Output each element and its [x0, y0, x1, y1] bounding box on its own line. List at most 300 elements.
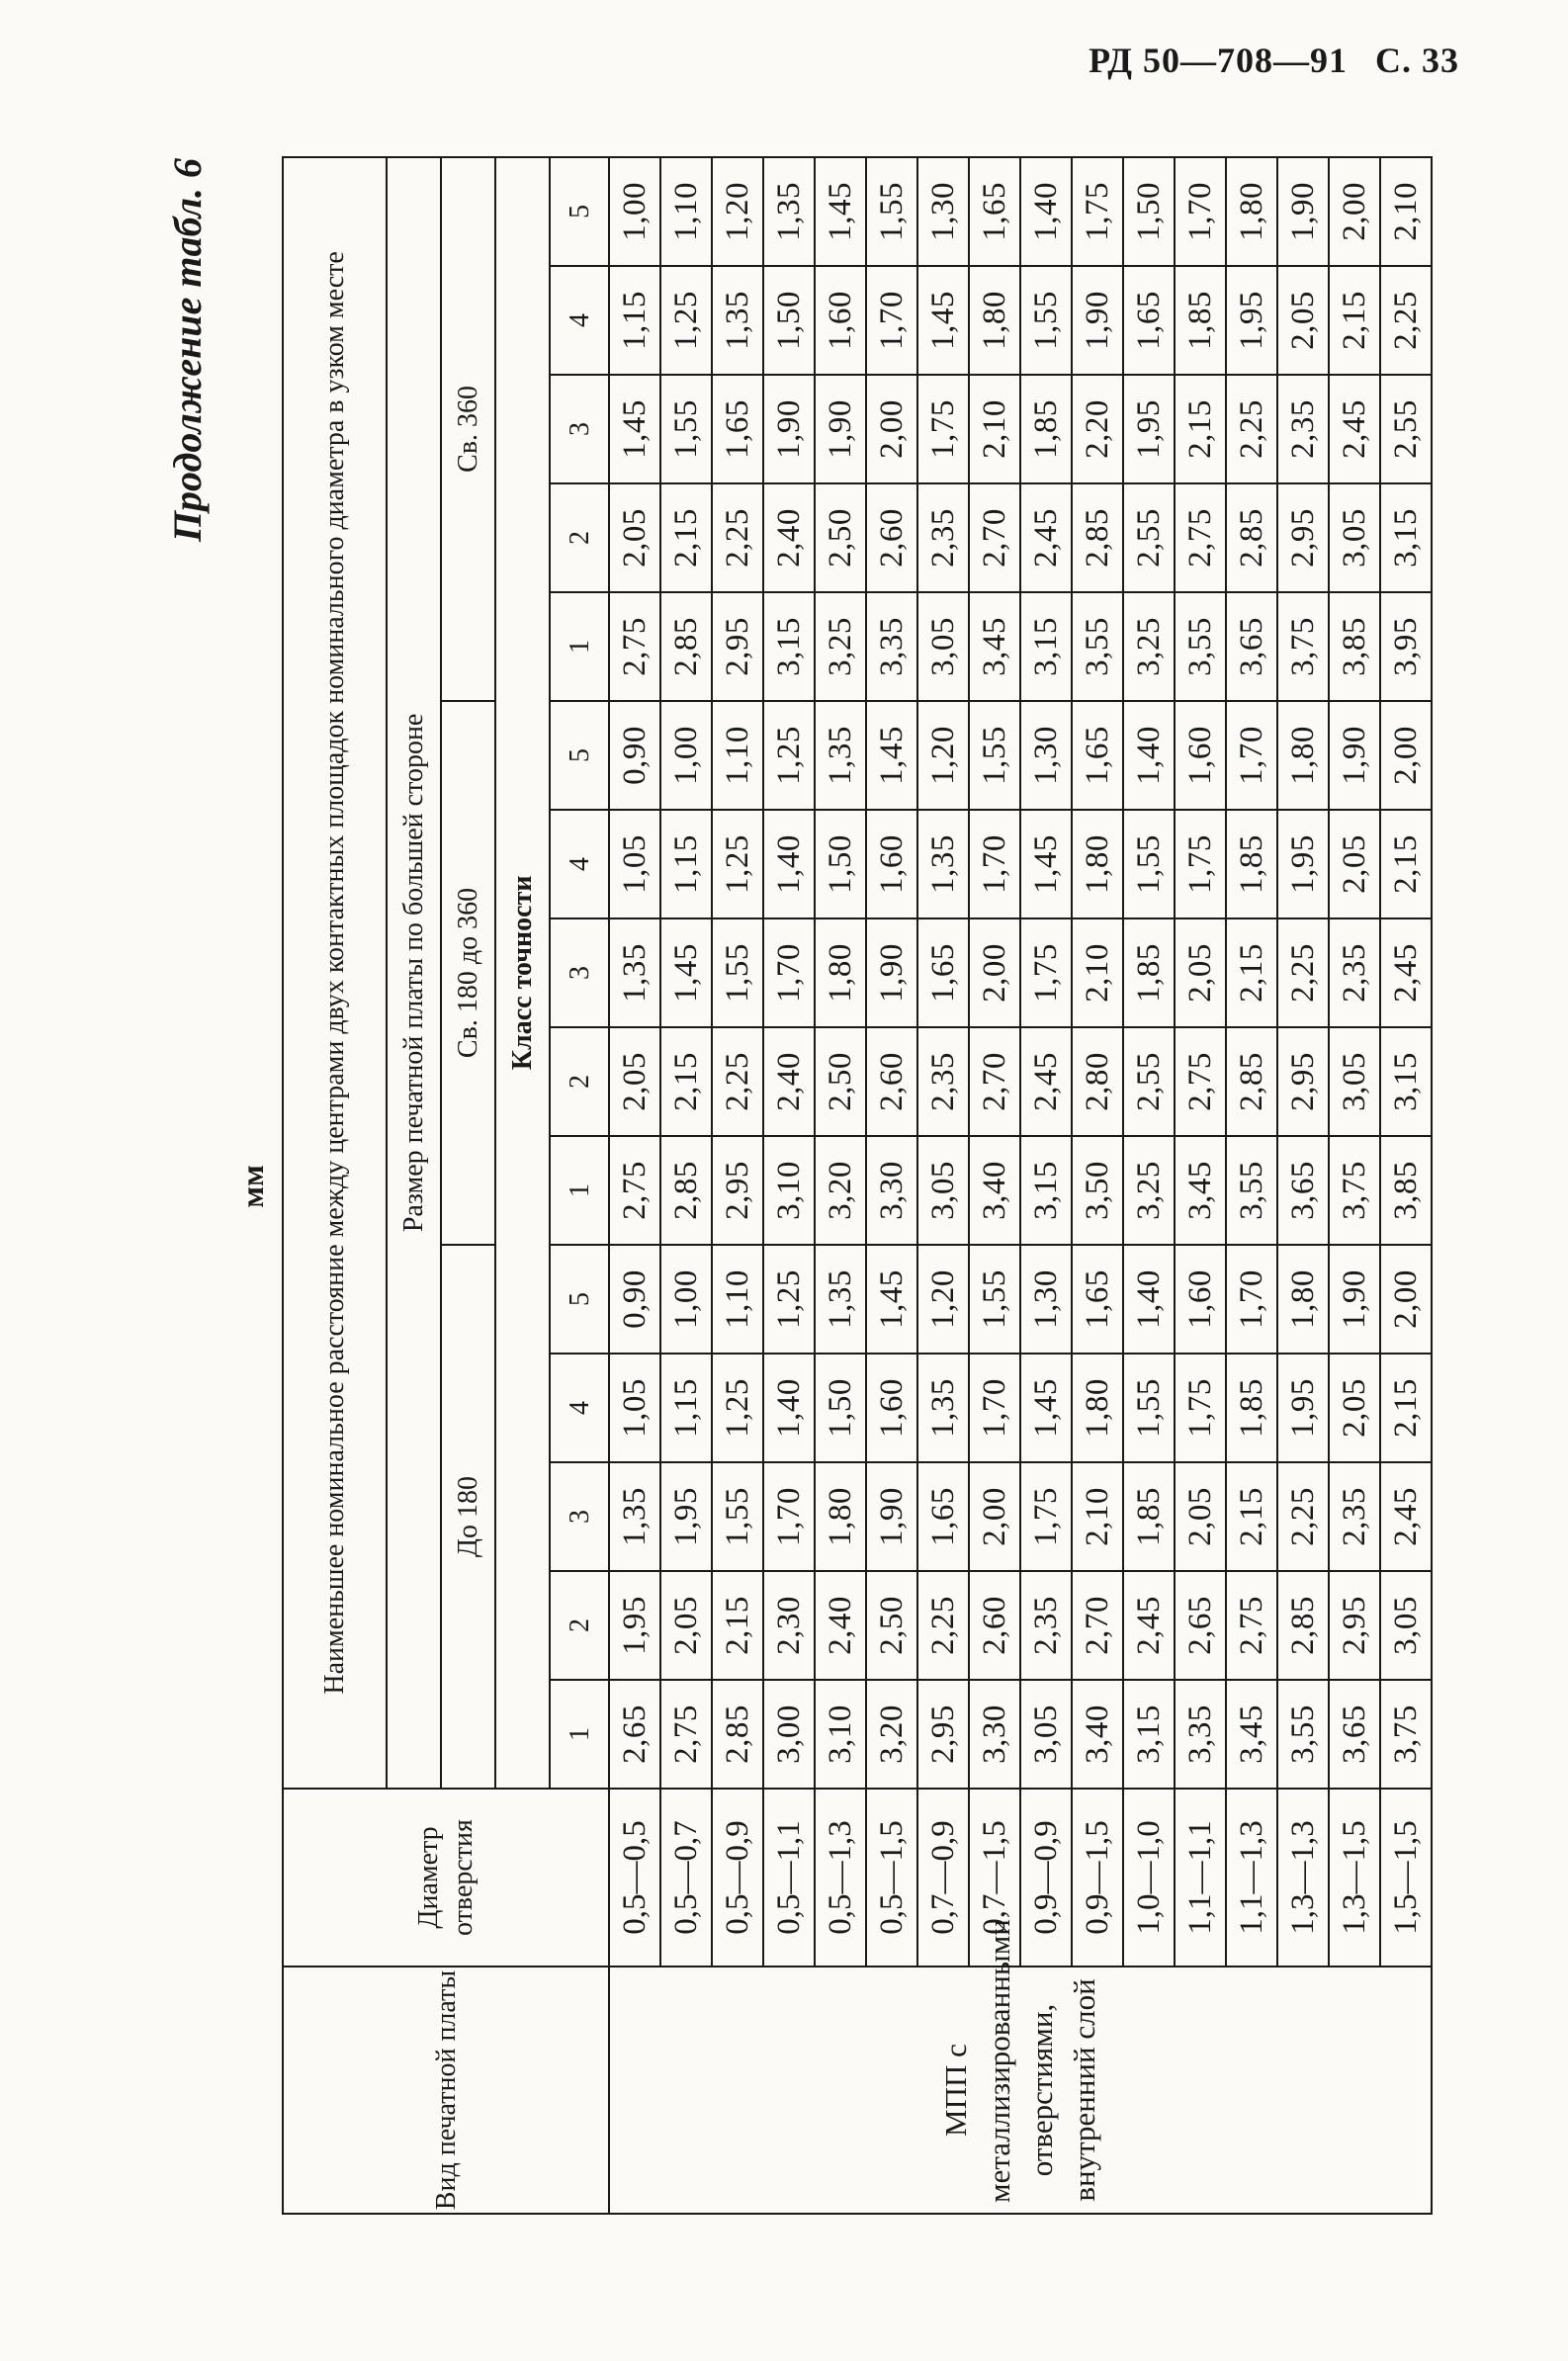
value-cell: 2,05	[1329, 810, 1380, 918]
value-cell: 1,95	[1123, 375, 1175, 483]
value-cell: 2,25	[1277, 1462, 1329, 1571]
value-cell: 2,10	[1072, 918, 1123, 1027]
value-cell: 2,45	[1380, 1462, 1432, 1571]
value-cell: 2,00	[1380, 1245, 1432, 1354]
value-cell: 2,40	[763, 1027, 815, 1136]
value-cell: 1,45	[815, 157, 866, 266]
value-cell: 1,45	[917, 266, 969, 375]
value-cell: 3,05	[1020, 1680, 1072, 1789]
table-row	[1175, 157, 1226, 2214]
value-cell: 1,80	[815, 918, 866, 1027]
value-cell: 3,55	[1072, 592, 1123, 701]
value-cell: 1,45	[1020, 810, 1072, 918]
value-cell: 0,90	[609, 701, 660, 810]
value-cell: 1,60	[866, 810, 917, 918]
value-cell: 1,25	[763, 701, 815, 810]
table-row	[660, 157, 712, 2214]
value-cell: 3,30	[866, 1136, 917, 1245]
value-cell: 1,55	[866, 157, 917, 266]
table-header	[283, 157, 609, 2214]
value-cell: 3,15	[1380, 1027, 1432, 1136]
value-cell: 1,55	[660, 375, 712, 483]
value-cell: 0,90	[609, 1245, 660, 1354]
value-cell: 1,85	[1226, 810, 1277, 918]
table-row	[712, 157, 763, 2214]
value-cell: 1,65	[917, 918, 969, 1027]
value-cell: 2,15	[1380, 1354, 1432, 1462]
value-cell: 1,95	[609, 1571, 660, 1680]
value-cell: 1,80	[1226, 157, 1277, 266]
value-cell: 1,00	[609, 157, 660, 266]
value-cell: 3,50	[1072, 1136, 1123, 1245]
value-cell: 2,60	[866, 1027, 917, 1136]
value-cell: 2,35	[1277, 375, 1329, 483]
hole-diameter-cell: 1,3—1,3	[1277, 1789, 1329, 1967]
value-cell: 3,45	[1226, 1680, 1277, 1789]
spacing-table	[282, 156, 1433, 2215]
value-cell: 3,95	[1380, 592, 1432, 701]
value-cell: 1,15	[660, 1354, 712, 1462]
value-cell: 2,35	[917, 483, 969, 592]
value-cell: 2,00	[1380, 701, 1432, 810]
value-cell: 3,85	[1380, 1136, 1432, 1245]
value-cell: 2,00	[866, 375, 917, 483]
value-cell: 2,35	[1329, 918, 1380, 1027]
value-cell: 2,95	[712, 1136, 763, 1245]
value-cell: 1,45	[660, 918, 712, 1027]
value-cell: 1,55	[1020, 266, 1072, 375]
value-cell: 2,15	[1175, 375, 1226, 483]
value-cell: 3,20	[866, 1680, 917, 1789]
value-cell: 2,85	[1277, 1571, 1329, 1680]
table-row	[1020, 157, 1072, 2214]
value-cell: 1,45	[609, 375, 660, 483]
value-cell: 3,10	[815, 1680, 866, 1789]
value-cell: 1,85	[1175, 266, 1226, 375]
value-cell: 1,35	[917, 810, 969, 918]
value-cell: 1,35	[763, 157, 815, 266]
class-number: 2	[550, 483, 609, 592]
value-cell: 1,05	[609, 1354, 660, 1462]
table-body	[609, 157, 1432, 2214]
table-caption: Продолжение табл. 6	[165, 158, 210, 543]
col-board-type: Вид печатной платы	[283, 1967, 609, 2214]
value-cell: 1,50	[815, 810, 866, 918]
value-cell: 2,35	[917, 1027, 969, 1136]
value-cell: 3,65	[1329, 1680, 1380, 1789]
value-cell: 2,45	[1329, 375, 1380, 483]
value-cell: 1,80	[969, 266, 1020, 375]
value-cell: 2,85	[1226, 1027, 1277, 1136]
value-cell: 1,70	[969, 810, 1020, 918]
class-number: 4	[550, 266, 609, 375]
value-cell: 1,35	[712, 266, 763, 375]
value-cell: 2,45	[1123, 1571, 1175, 1680]
table-row	[1277, 157, 1329, 2214]
table-row	[1329, 157, 1380, 2214]
value-cell: 2,55	[1380, 375, 1432, 483]
table-row	[866, 157, 917, 2214]
value-cell: 1,65	[1072, 1245, 1123, 1354]
value-cell: 2,15	[1380, 810, 1432, 918]
class-number: 1	[550, 1136, 609, 1245]
value-cell: 1,75	[1072, 157, 1123, 266]
rotated-table-block	[133, 158, 1458, 2215]
document-number: РД 50—708—91	[1089, 41, 1348, 80]
value-cell: 1,60	[866, 1354, 917, 1462]
value-cell: 1,30	[917, 157, 969, 266]
hole-diameter-cell: 0,5—1,3	[815, 1789, 866, 1967]
hole-diameter-cell: 1,1—1,1	[1175, 1789, 1226, 1967]
value-cell: 1,75	[1020, 918, 1072, 1027]
value-cell: 3,75	[1329, 1136, 1380, 1245]
hole-diameter-cell: 1,5—1,5	[1380, 1789, 1432, 1967]
value-cell: 1,00	[660, 1245, 712, 1354]
value-cell: 3,10	[763, 1136, 815, 1245]
value-cell: 3,55	[1175, 592, 1226, 701]
col-hole-diameter: Диаметр отверстия	[283, 1789, 609, 1967]
value-cell: 3,05	[917, 1136, 969, 1245]
value-cell: 1,20	[917, 701, 969, 810]
value-cell: 1,35	[917, 1354, 969, 1462]
value-cell: 2,95	[1329, 1571, 1380, 1680]
value-cell: 3,65	[1277, 1136, 1329, 1245]
value-cell: 2,40	[815, 1571, 866, 1680]
value-cell: 1,90	[763, 375, 815, 483]
value-cell: 2,15	[1226, 1462, 1277, 1571]
value-cell: 1,00	[660, 701, 712, 810]
size-header: Размер печатной платы по большей стороне	[387, 157, 441, 1789]
value-cell: 1,30	[1020, 1245, 1072, 1354]
value-cell: 1,80	[1277, 1245, 1329, 1354]
value-cell: 1,20	[917, 1245, 969, 1354]
value-cell: 1,65	[1123, 266, 1175, 375]
value-cell: 2,00	[969, 1462, 1020, 1571]
table-row	[1072, 157, 1123, 2214]
page-number: С. 33	[1375, 41, 1459, 80]
hole-diameter-cell: 0,9—1,5	[1072, 1789, 1123, 1967]
value-cell: 3,05	[917, 592, 969, 701]
value-cell: 1,55	[1123, 810, 1175, 918]
value-cell: 1,85	[1226, 1354, 1277, 1462]
group-header: Св. 180 до 360	[441, 701, 495, 1245]
value-cell: 1,70	[1226, 701, 1277, 810]
value-cell: 2,05	[1175, 918, 1226, 1027]
value-cell: 2,85	[1226, 483, 1277, 592]
page-header	[1071, 40, 1459, 81]
value-cell: 3,35	[866, 592, 917, 701]
value-cell: 3,25	[1123, 592, 1175, 701]
class-number: 3	[550, 1462, 609, 1571]
class-number: 2	[550, 1571, 609, 1680]
value-cell: 1,90	[866, 918, 917, 1027]
table-row	[1226, 157, 1277, 2214]
value-cell: 2,75	[1175, 483, 1226, 592]
board-type-cell: МПП с металлизированными отверстиями, внутренний слой	[609, 1967, 1432, 2214]
class-number: 1	[550, 592, 609, 701]
value-cell: 2,10	[969, 375, 1020, 483]
value-cell: 3,35	[1175, 1680, 1226, 1789]
value-cell: 2,25	[1226, 375, 1277, 483]
value-cell: 3,15	[763, 592, 815, 701]
value-cell: 3,75	[1277, 592, 1329, 701]
value-cell: 1,30	[1020, 701, 1072, 810]
value-cell: 1,65	[712, 375, 763, 483]
value-cell: 2,55	[1123, 483, 1175, 592]
value-cell: 1,35	[609, 1462, 660, 1571]
value-cell: 2,50	[815, 1027, 866, 1136]
value-cell: 1,95	[1226, 266, 1277, 375]
value-cell: 3,45	[969, 592, 1020, 701]
value-cell: 2,70	[1072, 1571, 1123, 1680]
value-cell: 1,15	[660, 810, 712, 918]
value-cell: 2,40	[763, 483, 815, 592]
value-cell: 1,70	[969, 1354, 1020, 1462]
value-cell: 1,10	[712, 701, 763, 810]
hole-diameter-cell: 1,3—1,5	[1329, 1789, 1380, 1967]
value-cell: 2,10	[1072, 1462, 1123, 1571]
value-cell: 1,70	[866, 266, 917, 375]
hole-diameter-cell: 0,5—0,9	[712, 1789, 763, 1967]
value-cell: 1,50	[1123, 157, 1175, 266]
value-cell: 2,05	[609, 483, 660, 592]
main-header: Наименьшее номинальное расстояние между центрами двух контактных площадок номинального диаметра в узком месте	[283, 157, 387, 1789]
value-cell: 1,40	[763, 810, 815, 918]
value-cell: 2,95	[712, 592, 763, 701]
unit-label: мм	[234, 1165, 270, 1208]
value-cell: 2,65	[609, 1680, 660, 1789]
value-cell: 1,40	[1123, 701, 1175, 810]
value-cell: 1,40	[763, 1354, 815, 1462]
value-cell: 1,70	[763, 918, 815, 1027]
value-cell: 3,40	[1072, 1680, 1123, 1789]
value-cell: 3,20	[815, 1136, 866, 1245]
value-cell: 3,55	[1226, 1136, 1277, 1245]
value-cell: 1,65	[969, 157, 1020, 266]
value-cell: 2,85	[660, 592, 712, 701]
value-cell: 3,15	[1020, 592, 1072, 701]
group-header: Св. 360	[441, 157, 495, 701]
class-number: 1	[550, 1680, 609, 1789]
hole-diameter-cell: 0,7—0,9	[917, 1789, 969, 1967]
value-cell: 1,95	[1277, 1354, 1329, 1462]
value-cell: 1,50	[815, 1354, 866, 1462]
value-cell: 1,25	[712, 1354, 763, 1462]
value-cell: 2,50	[866, 1571, 917, 1680]
value-cell: 1,70	[763, 1462, 815, 1571]
value-cell: 2,20	[1072, 375, 1123, 483]
value-cell: 1,45	[866, 701, 917, 810]
class-header: Класс точности	[495, 157, 550, 1789]
value-cell: 3,15	[1020, 1136, 1072, 1245]
value-cell: 1,90	[815, 375, 866, 483]
value-cell: 2,60	[866, 483, 917, 592]
value-cell: 1,90	[1329, 1245, 1380, 1354]
value-cell: 3,05	[1329, 483, 1380, 592]
value-cell: 3,45	[1175, 1136, 1226, 1245]
value-cell: 1,60	[1175, 1245, 1226, 1354]
value-cell: 2,15	[712, 1571, 763, 1680]
hole-diameter-cell: 1,0—1,0	[1123, 1789, 1175, 1967]
value-cell: 3,05	[1380, 1571, 1432, 1680]
value-cell: 2,95	[917, 1680, 969, 1789]
value-cell: 1,60	[1175, 701, 1226, 810]
class-number: 4	[550, 1354, 609, 1462]
table-row	[815, 157, 866, 2214]
value-cell: 1,35	[815, 1245, 866, 1354]
class-number: 4	[550, 810, 609, 918]
value-cell: 2,25	[917, 1571, 969, 1680]
value-cell: 1,55	[969, 701, 1020, 810]
table-row	[917, 157, 969, 2214]
value-cell: 1,80	[1072, 810, 1123, 918]
value-cell: 3,05	[1329, 1027, 1380, 1136]
value-cell: 2,45	[1380, 918, 1432, 1027]
value-cell: 2,05	[1277, 266, 1329, 375]
hole-diameter-cell: 0,7—1,5	[969, 1789, 1020, 1967]
value-cell: 2,25	[712, 483, 763, 592]
class-number: 3	[550, 375, 609, 483]
value-cell: 1,25	[712, 810, 763, 918]
value-cell: 2,15	[660, 483, 712, 592]
value-cell: 2,70	[969, 1027, 1020, 1136]
value-cell: 1,60	[815, 266, 866, 375]
value-cell: 1,70	[1175, 157, 1226, 266]
value-cell: 1,55	[1123, 1354, 1175, 1462]
value-cell: 1,85	[1020, 375, 1072, 483]
value-cell: 1,75	[1020, 1462, 1072, 1571]
value-cell: 2,60	[969, 1571, 1020, 1680]
value-cell: 1,80	[815, 1462, 866, 1571]
hole-diameter-cell: 0,5—1,5	[866, 1789, 917, 1967]
table-row	[969, 157, 1020, 2214]
value-cell: 2,25	[1277, 918, 1329, 1027]
value-cell: 1,75	[917, 375, 969, 483]
value-cell: 1,15	[609, 266, 660, 375]
value-cell: 1,35	[815, 701, 866, 810]
value-cell: 2,35	[1329, 1462, 1380, 1571]
value-cell: 2,95	[1277, 1027, 1329, 1136]
value-cell: 1,75	[1175, 1354, 1226, 1462]
value-cell: 2,45	[1020, 483, 1072, 592]
class-number: 5	[550, 157, 609, 266]
value-cell: 3,30	[969, 1680, 1020, 1789]
value-cell: 2,05	[1175, 1462, 1226, 1571]
value-cell: 1,90	[1329, 701, 1380, 810]
value-cell: 3,15	[1380, 483, 1432, 592]
value-cell: 3,25	[815, 592, 866, 701]
value-cell: 1,10	[712, 1245, 763, 1354]
value-cell: 2,75	[660, 1680, 712, 1789]
value-cell: 1,55	[712, 918, 763, 1027]
value-cell: 2,75	[1175, 1027, 1226, 1136]
hole-diameter-cell: 0,5—0,7	[660, 1789, 712, 1967]
value-cell: 1,95	[660, 1462, 712, 1571]
value-cell: 2,15	[660, 1027, 712, 1136]
value-cell: 2,15	[1329, 266, 1380, 375]
value-cell: 1,45	[1020, 1354, 1072, 1462]
value-cell: 1,20	[712, 157, 763, 266]
value-cell: 1,40	[1020, 157, 1072, 266]
value-cell: 2,75	[609, 1136, 660, 1245]
value-cell: 3,55	[1277, 1680, 1329, 1789]
table-row	[1380, 157, 1432, 2214]
value-cell: 2,70	[969, 483, 1020, 592]
value-cell: 1,85	[1123, 1462, 1175, 1571]
value-cell: 1,80	[1277, 701, 1329, 810]
value-cell: 1,80	[1072, 1354, 1123, 1462]
hole-diameter-cell: 0,9—0,9	[1020, 1789, 1072, 1967]
value-cell: 2,15	[1226, 918, 1277, 1027]
value-cell: 1,95	[1277, 810, 1329, 918]
group-header: До 180	[441, 1245, 495, 1789]
value-cell: 1,85	[1123, 918, 1175, 1027]
table-row	[609, 157, 660, 2214]
value-cell: 1,10	[660, 157, 712, 266]
value-cell: 3,25	[1123, 1136, 1175, 1245]
value-cell: 2,30	[763, 1571, 815, 1680]
hole-diameter-cell: 1,1—1,3	[1226, 1789, 1277, 1967]
class-number: 3	[550, 918, 609, 1027]
value-cell: 2,05	[609, 1027, 660, 1136]
value-cell: 1,05	[609, 810, 660, 918]
value-cell: 1,50	[763, 266, 815, 375]
value-cell: 1,25	[660, 266, 712, 375]
value-cell: 1,90	[1277, 157, 1329, 266]
value-cell: 3,75	[1380, 1680, 1432, 1789]
value-cell: 2,55	[1123, 1027, 1175, 1136]
value-cell: 1,75	[1175, 810, 1226, 918]
hole-diameter-cell: 0,5—0,5	[609, 1789, 660, 1967]
value-cell: 2,85	[660, 1136, 712, 1245]
value-cell: 2,05	[660, 1571, 712, 1680]
value-cell: 2,10	[1380, 157, 1432, 266]
hole-diameter-cell: 0,5—1,1	[763, 1789, 815, 1967]
value-cell: 1,55	[712, 1462, 763, 1571]
value-cell: 2,00	[969, 918, 1020, 1027]
value-cell: 3,15	[1123, 1680, 1175, 1789]
value-cell: 1,45	[866, 1245, 917, 1354]
value-cell: 3,65	[1226, 592, 1277, 701]
value-cell: 3,85	[1329, 592, 1380, 701]
value-cell: 1,90	[1072, 266, 1123, 375]
value-cell: 2,75	[1226, 1571, 1277, 1680]
table-row	[1123, 157, 1175, 2214]
value-cell: 1,25	[763, 1245, 815, 1354]
class-number: 2	[550, 1027, 609, 1136]
class-number: 5	[550, 1245, 609, 1354]
value-cell: 2,85	[1072, 483, 1123, 592]
value-cell: 1,35	[609, 918, 660, 1027]
value-cell: 2,45	[1020, 1027, 1072, 1136]
value-cell: 2,05	[1329, 1354, 1380, 1462]
table-row	[763, 157, 815, 2214]
value-cell: 1,40	[1123, 1245, 1175, 1354]
value-cell: 2,25	[712, 1027, 763, 1136]
value-cell: 2,65	[1175, 1571, 1226, 1680]
value-cell: 2,75	[609, 592, 660, 701]
value-cell: 1,70	[1226, 1245, 1277, 1354]
value-cell: 1,55	[969, 1245, 1020, 1354]
value-cell: 2,80	[1072, 1027, 1123, 1136]
value-cell: 1,90	[866, 1462, 917, 1571]
value-cell: 3,00	[763, 1680, 815, 1789]
value-cell: 2,50	[815, 483, 866, 592]
value-cell: 2,00	[1329, 157, 1380, 266]
value-cell: 2,95	[1277, 483, 1329, 592]
class-number: 5	[550, 701, 609, 810]
value-cell: 1,65	[1072, 701, 1123, 810]
